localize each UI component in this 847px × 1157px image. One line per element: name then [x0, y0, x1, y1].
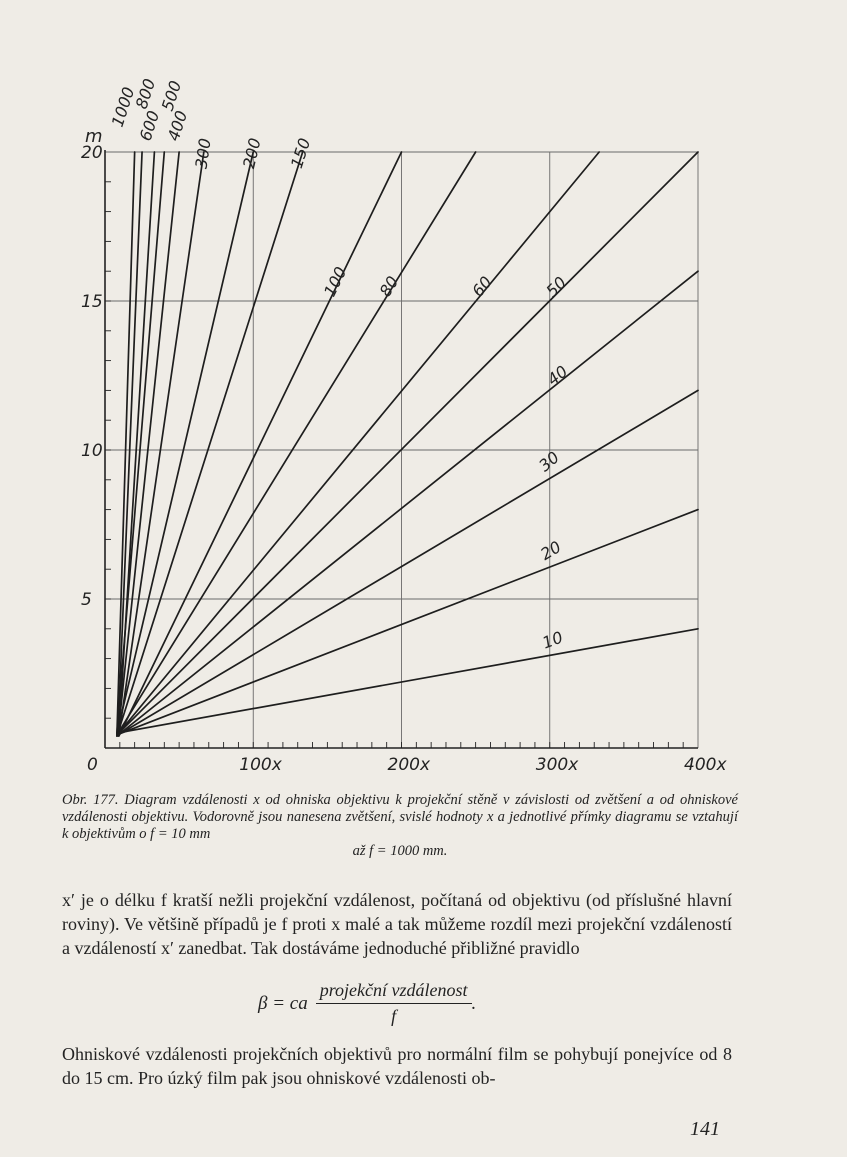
series-label-80: 80 — [375, 272, 403, 300]
y-tick-label-10: 10 — [81, 441, 103, 461]
caption-last-line: až f = 1000 mm. — [352, 843, 448, 859]
y-tick-label-15: 15 — [81, 292, 103, 312]
series-line-40 — [117, 271, 698, 736]
series-line-150 — [118, 152, 303, 733]
formula-denominator: f — [391, 1006, 397, 1026]
series-line-500 — [117, 152, 164, 733]
formula-numerator: projekční vzdálenost — [316, 980, 472, 1004]
y-tick-label-20: 20 — [81, 143, 103, 163]
x-tick-label-0: 0 — [87, 755, 98, 775]
x-tick-label-400: 400x — [684, 755, 727, 775]
series-label-600: 600 — [135, 108, 164, 144]
paragraph-1: x′ je o délku f kratší nežli projekční vzdálenost, počítaná od objektivu (od příslušné hlavní roviny). Ve většině případů je f proti x malé a tak můžeme rozdíl mezi projekční vzdáleností a vzdáleností x′ zanedbat. Tak dostáváme jednoduché přibližné pravidlo — [62, 890, 732, 958]
series-label-200: 200 — [239, 136, 265, 171]
x-tick-label-100: 100x — [239, 755, 282, 775]
x-tick-label-200: 200x — [387, 755, 431, 775]
formula-trail: . — [471, 992, 477, 1014]
formula-lhs: β = ca — [258, 992, 308, 1014]
series-label-40: 40 — [543, 361, 572, 390]
series-label-150: 150 — [286, 135, 315, 171]
series-label-400: 400 — [163, 108, 192, 144]
series-label-20: 20 — [537, 537, 565, 564]
y-unit-label: m — [85, 126, 103, 147]
paragraph-2: Ohniskové vzdálenosti projekčních objektivů pro normální film se pohybují ponejvíce od 8 do 15 cm. Pro úzký film pak jsou ohniskové vzdálenosti ob- — [62, 1044, 732, 1088]
series-label-100: 100 — [319, 263, 351, 300]
x-tick-label-300: 300x — [535, 755, 579, 775]
chart-series — [117, 152, 698, 736]
series-label-800: 800 — [131, 76, 160, 112]
formula-fraction — [316, 980, 472, 1027]
y-tick-label-5: 5 — [81, 590, 92, 610]
chart-tick-labels — [81, 126, 727, 775]
series-label-300: 300 — [191, 136, 215, 170]
formula — [258, 980, 476, 1027]
series-label-30: 30 — [535, 447, 563, 476]
series-label-50: 50 — [542, 272, 571, 301]
series-line-20 — [119, 510, 698, 734]
series-label-60: 60 — [468, 272, 496, 301]
caption-text: Obr. 177. Diagram vzdálenosti x od ohniska objektivu k projekční stěně v závislosti od zvětšení a od ohniskové vzdálenosti objektivu. Vodorovně jsou nanesena zvětšení, svislé hodnoty x a jednotlivé přímky diagramu se vztahují k objektivům o f = 10 mm — [62, 792, 738, 842]
figure-caption — [62, 792, 738, 860]
series-line-800 — [118, 152, 142, 735]
series-line-10 — [117, 629, 698, 733]
page-number: 141 — [690, 1118, 720, 1140]
series-label-500: 500 — [157, 78, 186, 114]
series-label-1000: 1000 — [107, 84, 139, 130]
series-label-10: 10 — [539, 627, 566, 653]
